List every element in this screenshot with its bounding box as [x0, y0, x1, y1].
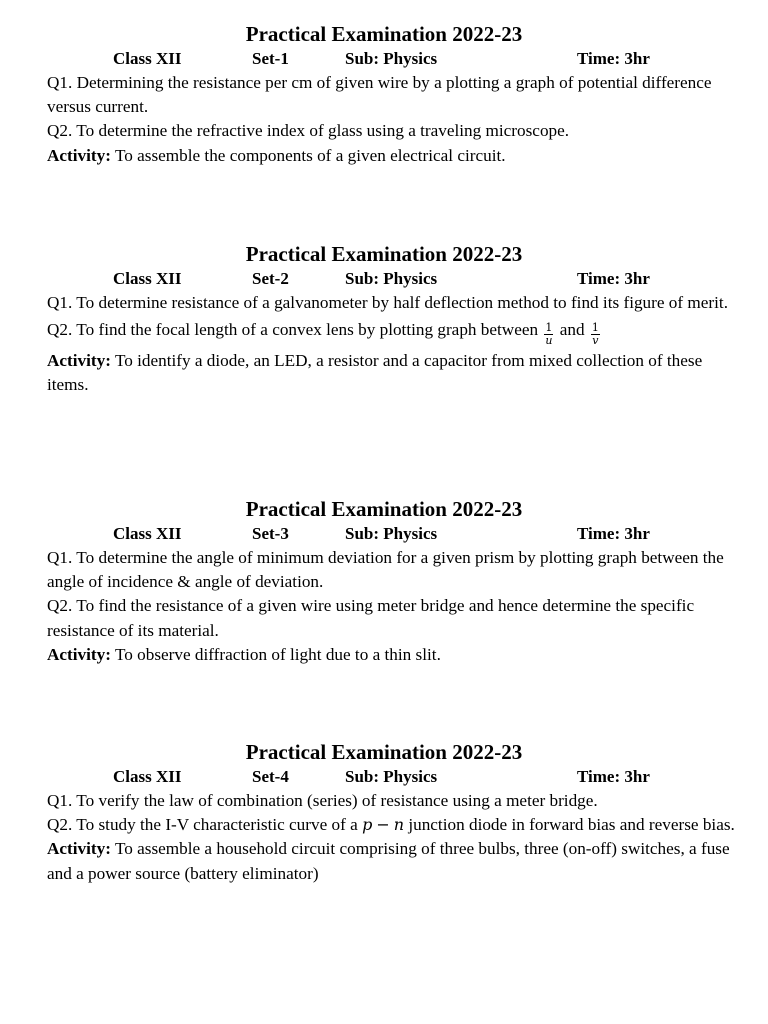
time-label: Time: 3hr — [577, 269, 650, 288]
class-label: Class XII — [113, 269, 182, 288]
fraction-numerator: 1 — [591, 321, 599, 335]
fraction-denominator: u — [545, 334, 553, 348]
math-minus: − — [376, 815, 390, 835]
activity — [47, 643, 737, 667]
activity-text: To assemble a household circuit comprising of three bulbs, three (on-off) switches, a fuse and a power source (battery eliminator) — [47, 839, 730, 883]
exam-title: Practical Examination 2022-23 — [245, 740, 523, 764]
class-label: Class XII — [113, 524, 182, 543]
subject-label: Sub: Physics — [345, 524, 438, 543]
time-label: Time: 3hr — [577, 49, 650, 68]
fraction-denominator: v — [592, 334, 599, 348]
question-2-after: junction diode in forward bias and reverse bias. — [404, 815, 735, 835]
question-2 — [47, 813, 737, 837]
question-2 — [47, 318, 737, 347]
activity-text: To observe diffraction of light due to a thin slit. — [110, 644, 441, 664]
exam-title: Practical Examination 2022-23 — [245, 497, 523, 521]
set-label: Set-3 — [252, 524, 289, 543]
set-label: Set-4 — [252, 767, 289, 786]
class-label: Class XII — [113, 767, 182, 786]
activity-text: To identify a diode, an LED, a resistor and a capacitor from mixed collection of these items. — [47, 351, 703, 395]
question-2-before: Q2. To study the I-V characteristic curve of a — [47, 815, 363, 835]
exam-title: Practical Examination 2022-23 — [245, 242, 523, 266]
exam-meta — [0, 766, 768, 788]
activity-label: Activity: — [47, 644, 111, 664]
fraction-one-over-u — [544, 322, 553, 347]
math-n: n — [393, 815, 405, 835]
subject-label: Sub: Physics — [345, 767, 438, 786]
activity — [47, 837, 737, 885]
question-list — [47, 789, 737, 886]
exam-title: Practical Examination 2022-23 — [245, 22, 523, 46]
question-2-text: Q2. To find the focal length of a convex lens by plotting graph between — [47, 320, 543, 340]
activity-label: Activity: — [47, 839, 111, 859]
activity — [47, 349, 737, 397]
subject-label: Sub: Physics — [345, 269, 438, 288]
set-label: Set-2 — [252, 269, 289, 288]
activity-text: To assemble the components of a given electrical circuit. — [110, 145, 506, 165]
question-list — [47, 291, 737, 398]
exam-meta — [0, 48, 768, 70]
question-1: Q1. To determine the angle of minimum deviation for a given prism by plotting graph between the angle of incidence & angle of deviation. — [47, 548, 724, 592]
fraction-one-over-v — [591, 322, 600, 347]
question-list — [47, 546, 737, 667]
question-2: Q2. To determine the refractive index of glass using a traveling microscope. — [47, 121, 570, 141]
activity — [47, 144, 737, 168]
time-label: Time: 3hr — [577, 767, 650, 786]
fraction-numerator: 1 — [545, 321, 553, 335]
exam-meta — [0, 268, 768, 290]
subject-label: Sub: Physics — [345, 49, 438, 68]
question-list — [47, 71, 737, 168]
question-1: Q1. To verify the law of combination (series) of resistance using a meter bridge. — [47, 791, 598, 810]
exam-meta — [0, 523, 768, 545]
activity-label: Activity: — [47, 145, 111, 165]
question-2-and: and — [555, 320, 589, 340]
time-label: Time: 3hr — [577, 524, 650, 543]
question-1: Q1. To determine resistance of a galvanometer by half deflection method to find its figure of merit. — [47, 293, 728, 312]
question-1: Q1. Determining the resistance per cm of given wire by a plotting a graph of potential difference versus current. — [47, 73, 712, 117]
math-p: p — [362, 815, 373, 835]
activity-label: Activity: — [47, 351, 111, 371]
p-n-math — [362, 815, 404, 834]
class-label: Class XII — [113, 49, 182, 68]
set-label: Set-1 — [252, 49, 289, 68]
question-2: Q2. To find the resistance of a given wire using meter bridge and hence determine the specific resistance of its material. — [47, 596, 695, 640]
